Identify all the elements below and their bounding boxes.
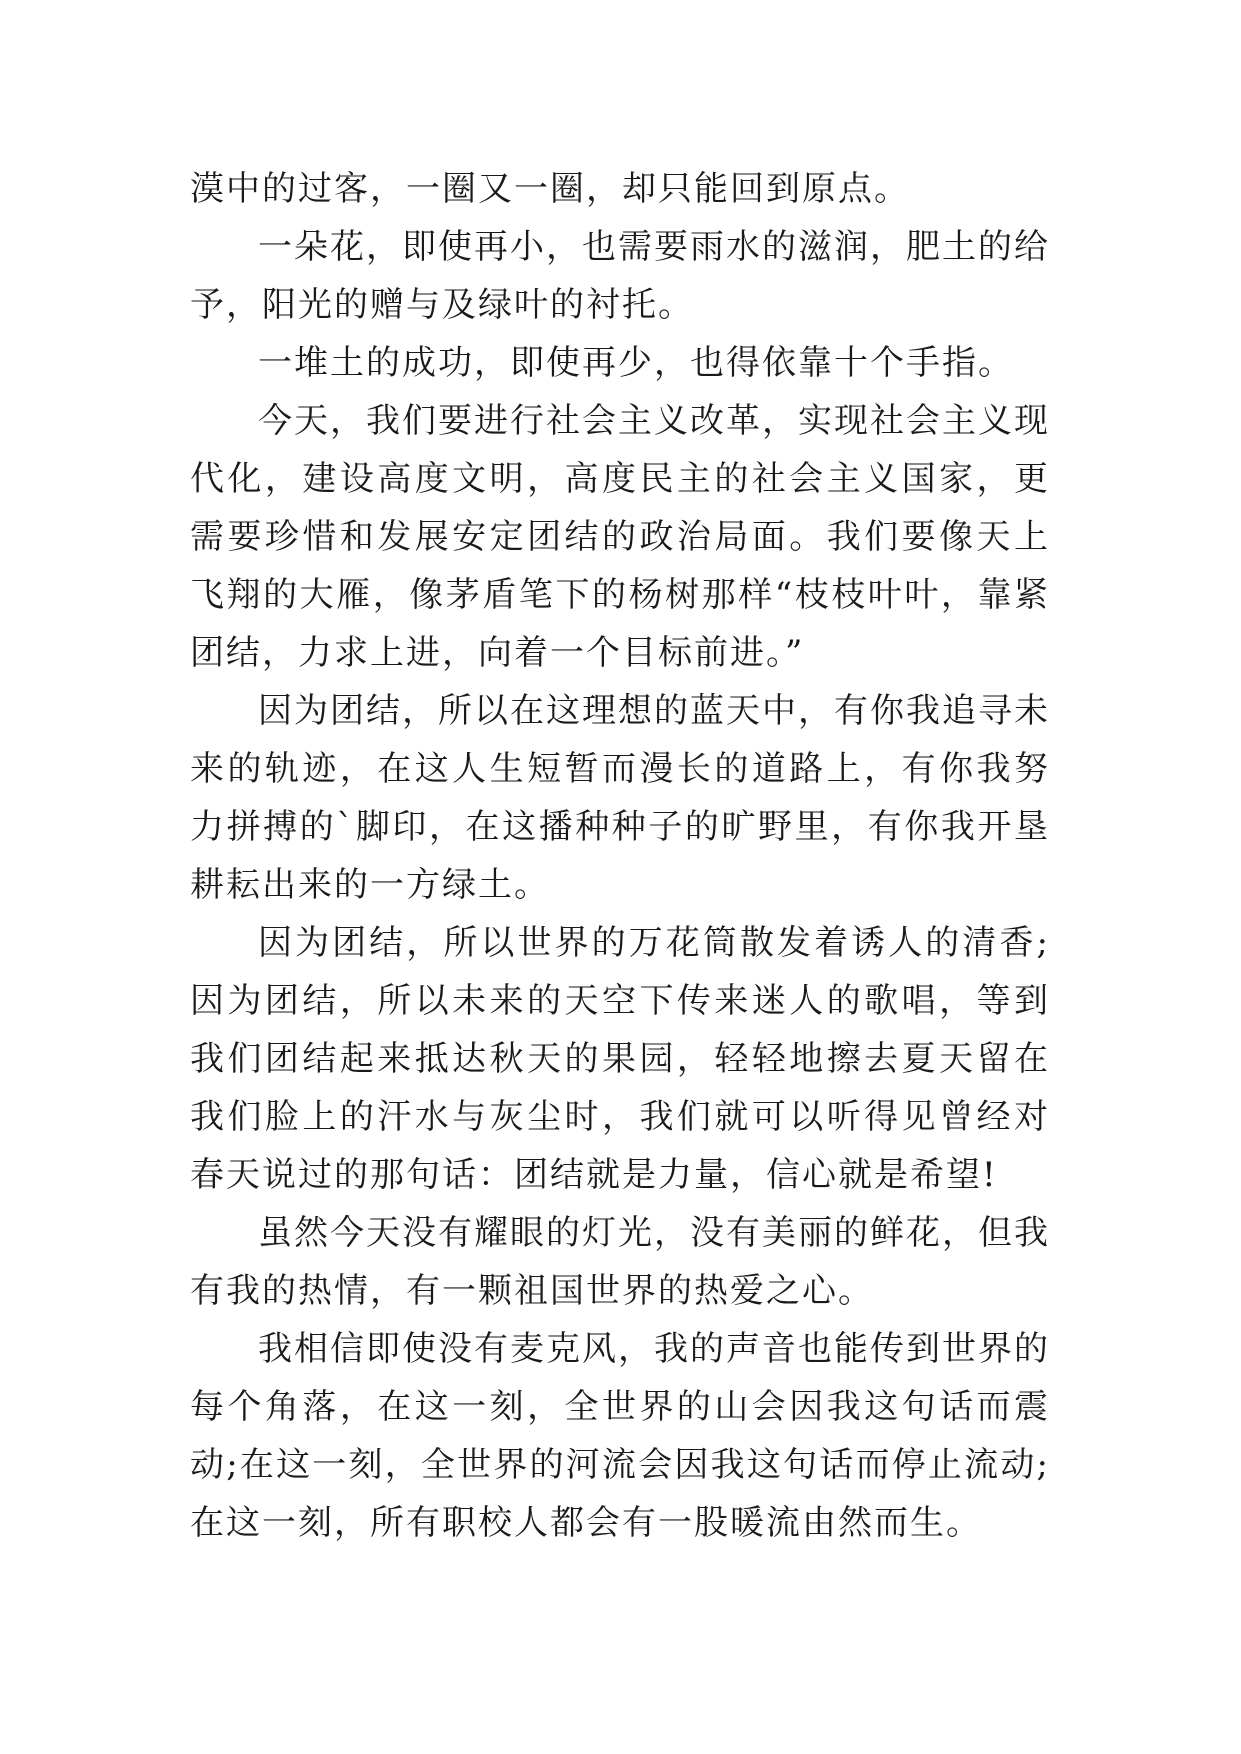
paragraph-6: 因为团结，所以世界的万花筒散发着诱人的清香;因为团结，所以未来的天空下传来迷人的歌唱，等到我们团结起来抵达秋天的果园，轻轻地擦去夏天留在我们脸上的汗水与灰尘时，我们就可以听得见曾经对春天说过的那句话：团结就是力量，信心就是希望!: [190, 923, 1050, 1195]
paragraph-1: 漠中的过客，一圈又一圈，却只能回到原点。: [190, 169, 910, 209]
paragraph-3: 一堆土的成功，即使再少，也得依靠十个手指。: [258, 343, 1014, 383]
paragraph-8: 我相信即使没有麦克风，我的声音也能传到世界的每个角落，在这一刻，全世界的山会因我这句话而震动;在这一刻，全世界的河流会因我这句话而停止流动;在这一刻，所有职校人都会有一股暖流由然而生。: [190, 1329, 1050, 1543]
paragraph-7: 虽然今天没有耀眼的灯光，没有美丽的鲜花，但我有我的热情，有一颗祖国世界的热爱之心。: [190, 1213, 1050, 1311]
document-body: [190, 160, 1050, 1552]
paragraph-5: 因为团结，所以在这理想的蓝天中，有你我追寻未来的轨迹，在这人生短暂而漫长的道路上，有你我努力拼搏的`脚印，在这播种种子的旷野里，有你我开垦耕耘出来的一方绿土。: [190, 691, 1050, 905]
paragraph-4: 今天，我们要进行社会主义改革，实现社会主义现代化，建设高度文明，高度民主的社会主义国家，更需要珍惜和发展安定团结的政治局面。我们要像天上飞翔的大雁，像茅盾笔下的杨树那样“枝枝叶叶，靠紧团结，力求上进，向着一个目标前进。”: [190, 401, 1050, 673]
paragraph-2: 一朵花，即使再小，也需要雨水的滋润，肥土的给予，阳光的赠与及绿叶的衬托。: [190, 227, 1050, 325]
